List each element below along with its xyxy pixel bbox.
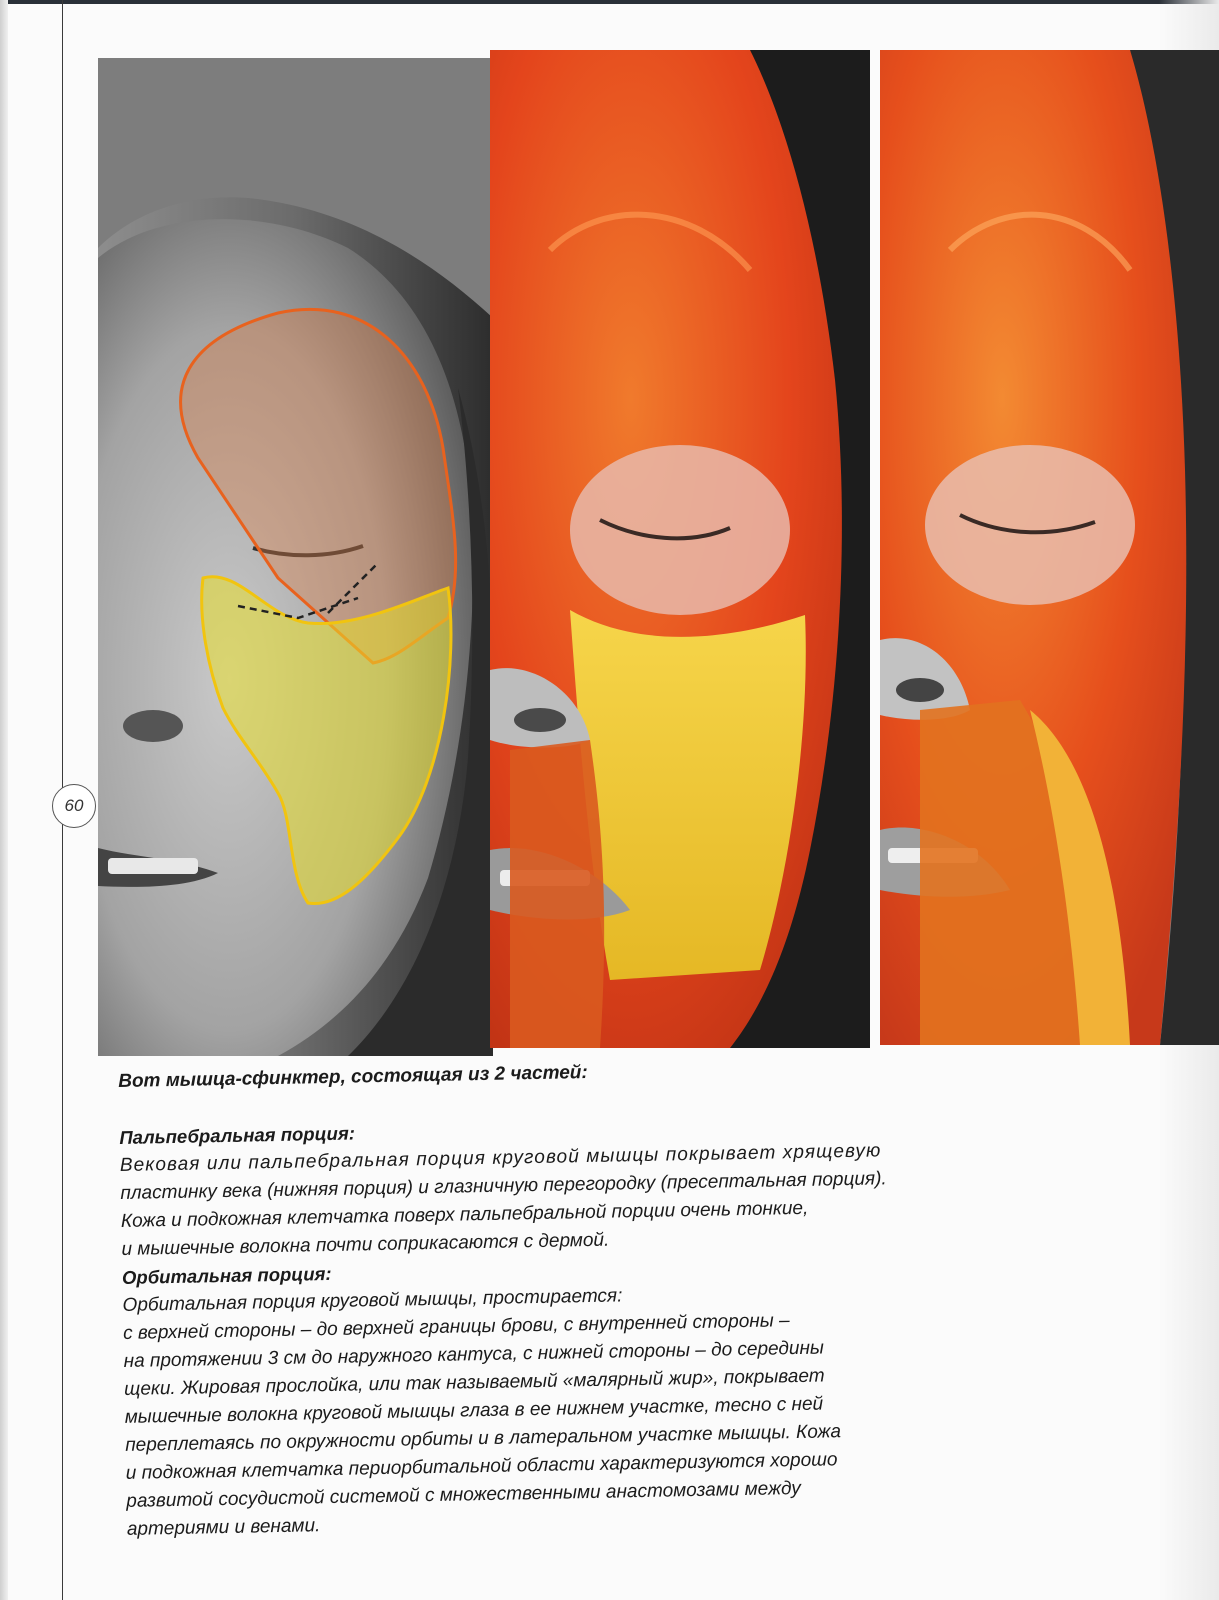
text-line: на протяжении 3 см до наружного кантуса, с нижней стороны – до середины: [123, 1337, 825, 1372]
palpebral-heading: Пальпебральная порция:: [119, 1122, 356, 1148]
malar-fat-pad: [570, 610, 806, 980]
text-line: пластинку века (нижняя порция) и глазничную перегородку (пресептальная порция).: [120, 1168, 887, 1204]
eyelid-region: [570, 445, 790, 615]
grayscale-face-photo: [98, 58, 493, 1056]
text-line: артериями и венами.: [126, 1515, 321, 1540]
eyelid-region: [925, 445, 1135, 605]
nostril-shape: [123, 710, 183, 742]
text-line: Вековая или пальпебральная порция круговой мышцы покрывает хрящевую: [119, 1140, 882, 1176]
palpebral-paragraph: [120, 1136, 952, 1264]
orbital-heading: Орбитальная порция:: [121, 1262, 332, 1288]
page-top-border: [0, 0, 1219, 4]
text-line: с верхней стороны – до верхней границы брови, с внутренней стороны –: [122, 1310, 790, 1344]
text-line: переплетаясь по окружности орбиты и в латеральном участке мышцы. Кожа: [125, 1421, 842, 1456]
text-line: щеки. Жировая прослойка, или так называемый «малярный жир», покрывает: [123, 1365, 825, 1400]
text-line: и подкожная клетчатка периорбитальной области характеризуются хорошо: [125, 1449, 838, 1484]
text-line: мышечные волокна круговой мышцы глаза в ее нижнем участке, тесно с ней: [124, 1393, 824, 1428]
body-text: [118, 1052, 957, 1544]
text-line: Кожа и подкожная клетчатка поверх пальпебральной порции очень тонкие,: [120, 1197, 809, 1232]
book-spine-edge: [0, 0, 8, 1600]
page-number: 60: [52, 784, 96, 828]
text-line: Орбитальная порция круговой мышцы, простирается:: [122, 1285, 623, 1316]
dissection-photo-1: [490, 50, 870, 1048]
text-line: и мышечные волокна почти соприкасаются с дермой.: [121, 1229, 610, 1260]
text-line: развитой сосудистой системой с множественными анастомозами между: [126, 1477, 802, 1512]
figure-caption: Вот мышца-сфинктер, состоящая из 2 частей:: [118, 1061, 588, 1092]
orbital-paragraph: [122, 1276, 957, 1544]
dissection-photo-2: [880, 50, 1219, 1045]
